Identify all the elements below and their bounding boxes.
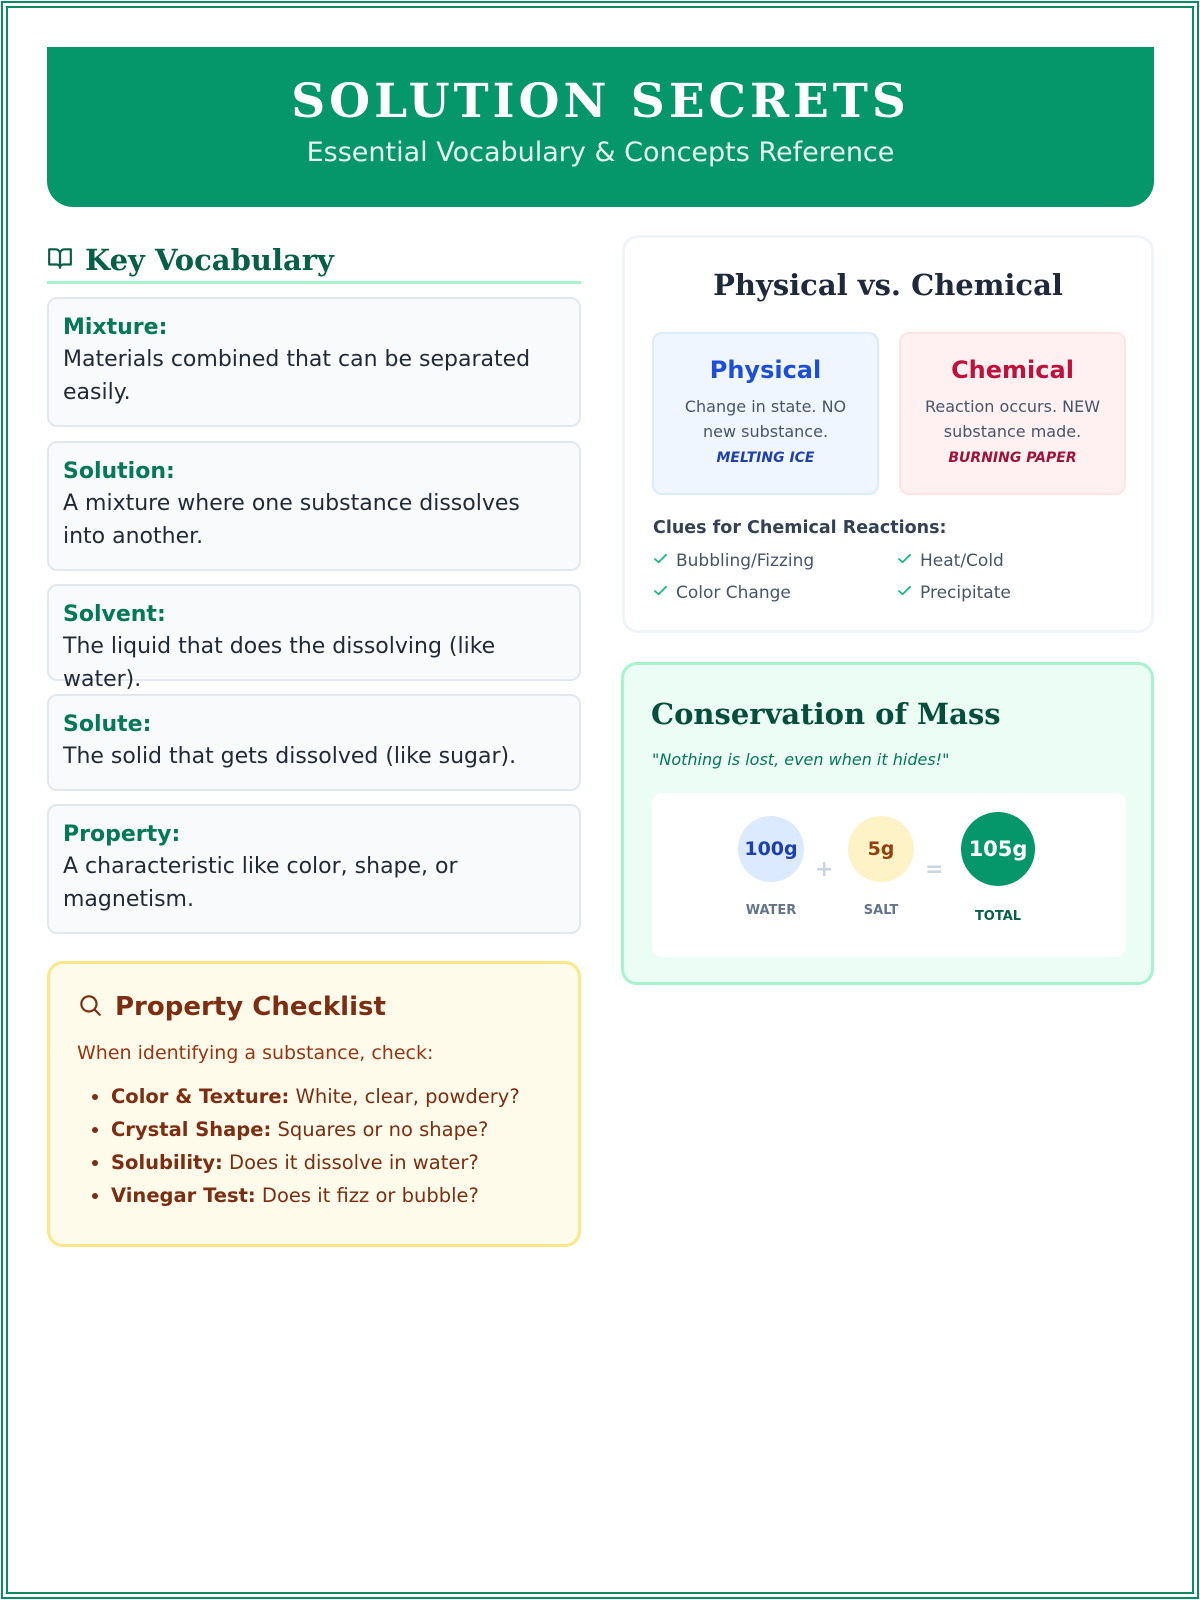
chemical-box (899, 332, 1126, 495)
vocab-card-solvent (47, 584, 581, 692)
vocab-term: Solution: (63, 459, 175, 484)
check-icon (653, 583, 668, 603)
clue-text: Color Change (676, 583, 791, 603)
comparison-title: Physical vs. Chemical (713, 268, 1063, 302)
checklist-item-label: Color & Texture: (111, 1085, 290, 1108)
mass-equation (652, 793, 1126, 957)
vocab-definition: Materials combined that can be separated easily. (63, 347, 531, 405)
checklist-item (111, 1113, 551, 1146)
conservation-title: Conservation of Mass (651, 697, 1001, 731)
clue-item (653, 583, 791, 603)
physical-box (652, 332, 879, 495)
clue-text: Bubbling/Fizzing (676, 551, 815, 571)
page-header (47, 47, 1154, 207)
check-icon (897, 551, 912, 571)
search-icon (77, 992, 103, 1022)
vocab-term: Solute: (63, 712, 152, 737)
physical-title: Physical (709, 356, 822, 384)
book-open-icon (47, 245, 73, 275)
checklist-list (77, 1080, 551, 1212)
page-subtitle: Essential Vocabulary & Concepts Reference (306, 137, 895, 168)
vocab-card-property (47, 804, 581, 934)
vocab-definition: A mixture where one substance dissolves into another. (63, 491, 520, 549)
checklist-item-text: Does it dissolve in water? (222, 1151, 479, 1174)
salt-mass-circle: 5g (848, 816, 914, 882)
chemical-description: Reaction occurs. NEW substance made. (924, 397, 1101, 441)
clues-title: Clues for Chemical Reactions: (653, 518, 947, 538)
checklist-item-label: Solubility: (111, 1151, 223, 1174)
total-label: TOTAL (974, 909, 1022, 924)
conservation-of-mass-card (621, 662, 1154, 985)
plus-sign: + (815, 857, 834, 882)
vocab-definition: The solid that gets dissolved (like sugar). (63, 744, 517, 769)
check-icon (897, 583, 912, 603)
checklist-item-text: Does it fizz or bubble? (255, 1184, 479, 1207)
clue-text: Heat/Cold (920, 551, 1004, 571)
vocabulary-heading (47, 238, 581, 284)
salt-label: SALT (863, 903, 899, 918)
checklist-item (111, 1080, 551, 1113)
vocab-term: Mixture: (63, 315, 168, 340)
vocab-definition: The liquid that does the dissolving (like water). (63, 634, 496, 692)
checklist-item-label: Crystal Shape: (111, 1118, 272, 1141)
checklist-item-label: Vinegar Test: (111, 1184, 256, 1207)
vocab-card-mixture (47, 297, 581, 427)
vocab-term: Property: (63, 822, 181, 847)
checklist-item-text: White, clear, powdery? (289, 1085, 520, 1108)
chemical-example: BURNING PAPER (948, 450, 1077, 466)
vocab-term: Solvent: (63, 602, 166, 627)
equals-sign: = (925, 857, 944, 882)
chemical-title: Chemical (951, 356, 1074, 384)
property-checklist (47, 961, 581, 1247)
clue-item (897, 583, 1011, 603)
water-mass-circle: 100g (738, 816, 804, 882)
conservation-quote: "Nothing is lost, even when it hides!" (652, 750, 950, 769)
vocab-card-solute (47, 694, 581, 791)
physical-vs-chemical-card (622, 235, 1154, 633)
check-icon (653, 551, 668, 571)
checklist-heading (77, 992, 551, 1022)
page-title: SOLUTION SECRETS (291, 74, 910, 129)
water-label: WATER (745, 903, 797, 918)
clue-item (897, 551, 1004, 571)
checklist-item (111, 1179, 551, 1212)
clue-item (653, 551, 814, 571)
total-mass-circle: 105g (961, 812, 1035, 886)
checklist-intro: When identifying a substance, check: (77, 1042, 434, 1064)
physical-example: MELTING ICE (716, 450, 815, 466)
vocab-definition: A characteristic like color, shape, or magnetism. (63, 854, 458, 912)
physical-description: Change in state. NO new substance. (684, 397, 847, 441)
vocabulary-title: Key Vocabulary (85, 242, 334, 277)
vocab-card-solution (47, 441, 581, 571)
clue-text: Precipitate (920, 583, 1011, 603)
checklist-title: Property Checklist (115, 992, 386, 1022)
checklist-item (111, 1146, 551, 1179)
checklist-item-text: Squares or no shape? (271, 1118, 489, 1141)
